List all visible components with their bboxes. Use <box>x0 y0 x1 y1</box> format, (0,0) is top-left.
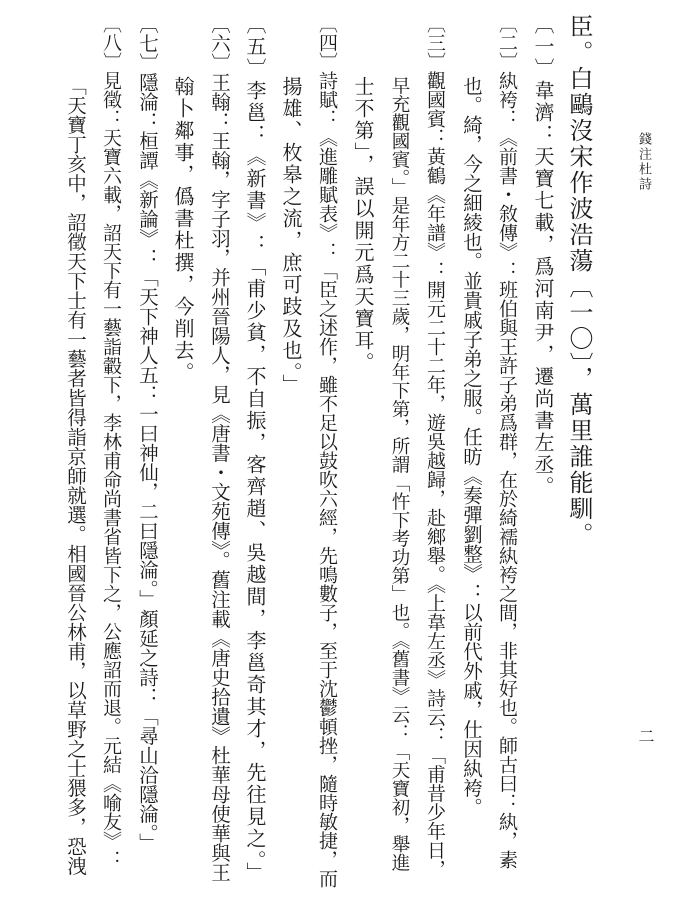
note-8-cont: 「天寶丁亥中，詔徵天下士有一藝者皆得詣京師就選。相國晉公林甫，以草野之士猥多，恐洩 <box>64 76 87 876</box>
note-2: 〔二〕紈袴：《前書・敘傳》：班伯與王許子弟爲群，在於綺襦紈袴之間，非其好也。師古曰：紈，素 <box>496 14 518 869</box>
note-1: 〔一〕韋濟：天寶七載，爲河南尹，遷尚書左丞。 <box>531 14 555 498</box>
poem-line: 臣。白鷗沒宋作波浩蕩〔一〇〕，萬里誰能馴。 <box>565 14 593 548</box>
note-2-cont: 也。綺，今之細綾也。並貴戚子弟之服。任昉《奏彈劉整》：以前代外戚，仕因紈袴。 <box>460 76 483 817</box>
note-4-cont: 揚雄、枚皋之流，庶可跂及也。」 <box>279 76 303 396</box>
note-6: 〔六〕王翰：王翰，字子羽，并州晉陽人，見《唐書・文苑傳》。舊注載《唐史拾遺》杜華母使華與王 <box>208 14 231 882</box>
note-8: 〔八〕見徵：天寶六載，詔天下有一藝詣轂下，李林甫命尚書省皆下之，公應詔而退。元結《喻友》： <box>100 14 122 869</box>
note-3-cont: 早充觀國賓。」是年方二十三歲，明年下第，所謂「忤下考功第」也。《舊書》云：「天寶初，舉進 <box>389 76 410 872</box>
page-number: 二 <box>636 728 655 746</box>
note-3: 〔三〕觀國賓：黃鶴《年譜》：開元二十二年，遊吳越歸，赴鄉舉。《上韋左丞》詩云：「甫昔少年日， <box>424 14 446 879</box>
note-4: 〔四〕詩賦：《進雕賦表》：「臣之述作，雖不足以鼓吹六經，先鳴數子，至于沈鬱頓挫，隨時敏捷，而 <box>316 14 338 888</box>
running-title: 錢注杜詩 <box>636 132 651 192</box>
note-5: 〔五〕李邕：《新書》：「甫少貧，不自振，客齊趙、吳越間，李邕奇其才，先往見之。」 <box>243 14 267 884</box>
note-6-cont: 翰卜鄰事，僞書杜撰，今削去。 <box>171 76 195 384</box>
note-7: 〔七〕隱淪：桓譚《新論》：「天下神人五：一曰神仙，二曰隱淪。」顏延之詩：「尋山洽隱淪。」 <box>136 14 159 853</box>
note-3-cont: 士不第」，誤以開元爲天寶耳。 <box>351 76 375 374</box>
